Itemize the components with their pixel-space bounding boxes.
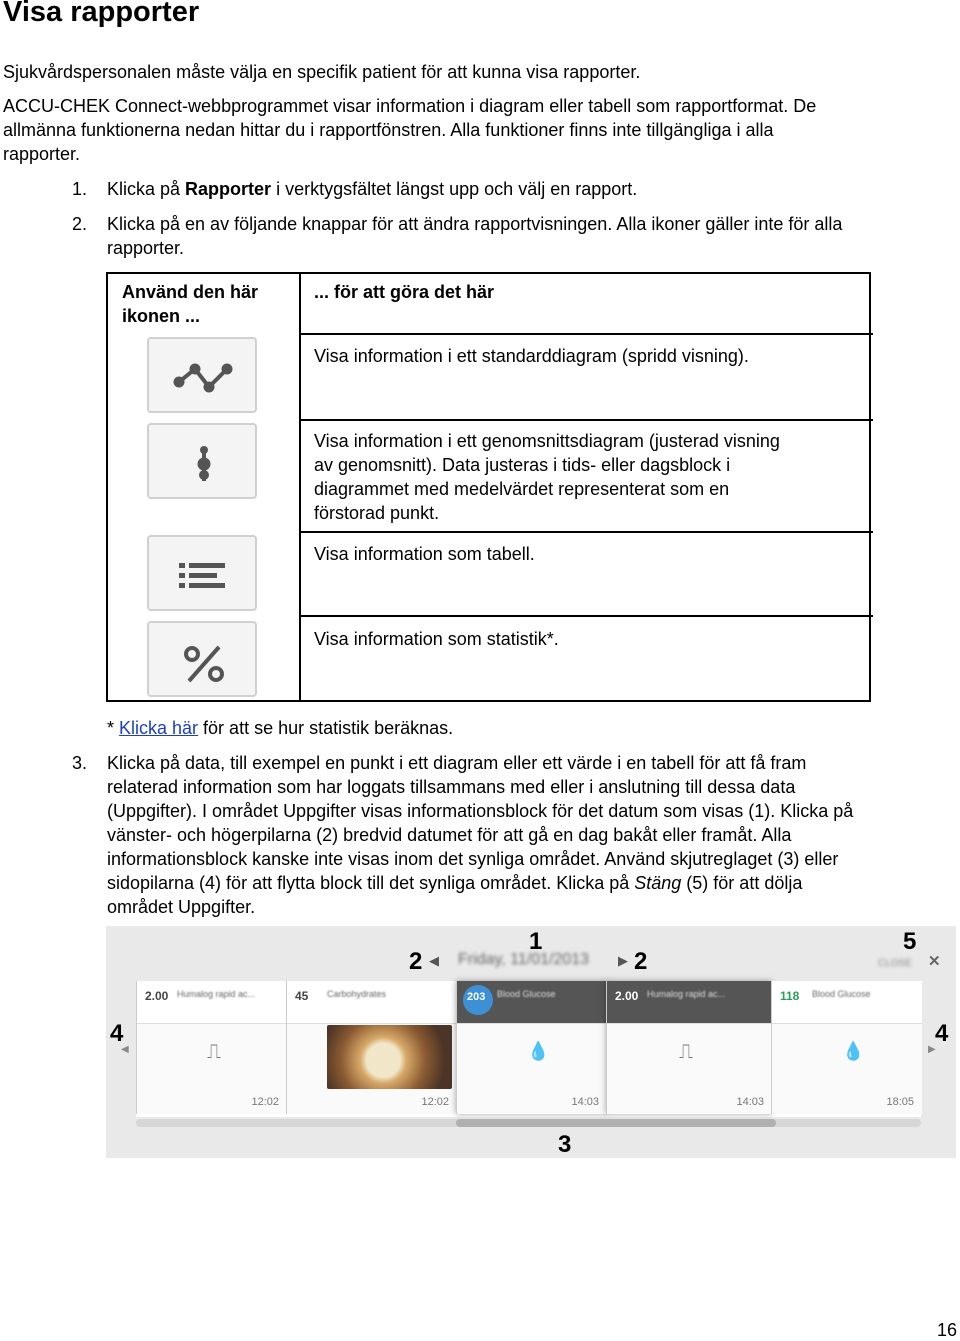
scroll-left-icon[interactable]: ◀ [121, 1044, 129, 1055]
table-row-text [314, 627, 859, 651]
cell-line: Visa information i ett standarddiagram (spridd visning). [314, 346, 749, 366]
cell-line: av genomsnitt). Data justeras i tids- eller dagsblock i [314, 455, 731, 475]
block-title: Blood Glucose [812, 989, 871, 999]
callout-1: 1 [529, 928, 543, 955]
step-3-text [107, 751, 952, 919]
step-number: 1. [72, 179, 88, 199]
table-row-text [314, 344, 859, 368]
statistics-link[interactable]: Klicka här [119, 718, 199, 738]
table-header-action: ... för att göra det här [314, 282, 495, 302]
prev-arrow-icon[interactable]: ◀ [429, 953, 439, 968]
step-2-line: Klicka på en av följande knappar för att ändra rapportvisningen. Alla ikoner gäller inte för alla [107, 214, 843, 234]
drop-icon: 💧 [842, 1041, 865, 1061]
step-line: Klicka på data, till exempel en punkt i ett diagram eller ett värde i en tabell för att få fram [107, 753, 807, 773]
intro-text: Sjukvårdspersonalen måste välja en specifik patient för att kunna visa rapporter. [3, 62, 641, 82]
callout-5: 5 [903, 928, 917, 955]
cell-line: Visa information som statistik*. [314, 629, 559, 649]
block-time: 14:03 [736, 1096, 764, 1108]
info-block[interactable] [771, 981, 922, 1114]
block-title: Carbohydrates [327, 989, 387, 999]
insulin-icon: ⎍ [679, 1041, 693, 1063]
info-block[interactable] [286, 981, 457, 1114]
step-text: sidopilarna (4) för att flytta block till det synliga området. Klicka på [107, 873, 635, 893]
header-line: Använd den här [122, 282, 259, 302]
block-value: 45 [295, 989, 309, 1003]
info-blocks-strip [136, 981, 921, 1117]
paragraph-line: rapporter. [3, 144, 81, 164]
scroll-track[interactable] [136, 1119, 921, 1127]
average-chart-icon[interactable] [147, 423, 257, 499]
footnote [107, 716, 952, 740]
callout-4-right: 4 [935, 1020, 949, 1047]
step-italic: Stäng [634, 873, 682, 893]
page-number: 16 [936, 1320, 957, 1340]
step-line: informationsblock kanske inte visas inom det synliga området. Använd skjutreglaget (3) eller [107, 849, 839, 869]
close-icon[interactable]: ✕ [928, 953, 941, 970]
step-1-text [107, 177, 952, 201]
table-row-text [314, 542, 859, 566]
step-number: 2. [72, 214, 88, 234]
block-title: Blood Glucose [497, 989, 556, 999]
block-title: Humalog rapid ac... [647, 989, 726, 999]
callout-3: 3 [558, 1131, 572, 1158]
step-line: relaterad information som har loggats tillsammans med eller i anslutning till dessa data [107, 777, 796, 797]
block-value: 2.00 [615, 989, 639, 1003]
scatter-chart-icon[interactable] [147, 337, 257, 413]
paragraph-line: ACCU-CHEK Connect-webbprogrammet visar information i diagram eller tabell som rapportformat. De [3, 96, 817, 116]
table-row-text [314, 429, 859, 525]
cell-line: Visa information som tabell. [314, 544, 535, 564]
cell-line: förstorad punkt. [314, 503, 440, 523]
step-text: i verktygsfältet längst upp och välj en rapport. [271, 179, 638, 199]
icon-table [106, 272, 871, 702]
callout-2-right: 2 [634, 948, 648, 975]
step-text: Klicka på [107, 179, 186, 199]
details-panel-screenshot [106, 926, 956, 1158]
step-bold: Rapporter [185, 179, 272, 199]
cell-line: Visa information i ett genomsnittsdiagram (justerad visning [314, 431, 780, 451]
scroll-right-icon[interactable]: ▶ [928, 1044, 936, 1055]
step-2-line: rapporter. [107, 238, 185, 258]
footnote-star: * [107, 718, 120, 738]
step-line: (Uppgifter). I området Uppgifter visas informationsblock för det datum som visas (1). Klicka på [107, 801, 854, 821]
paragraph-line: allmänna funktionerna nedan hittar du i rapportfönstren. Alla funktioner finns inte tillgängliga i alla [3, 120, 774, 140]
callout-4-left: 4 [110, 1020, 124, 1047]
block-value: 203 [467, 991, 486, 1003]
step-line: vänster- och högerpilarna (2) bredvid datumet för att gå en dag bakåt eller framåt. Alla [107, 825, 792, 845]
step-line [107, 871, 952, 895]
callout-2-left: 2 [409, 948, 423, 975]
close-label[interactable]: CLOSE [878, 958, 912, 969]
block-time: 18:05 [886, 1096, 914, 1108]
block-time: 12:02 [421, 1096, 449, 1108]
next-arrow-icon[interactable]: ▶ [618, 953, 628, 968]
block-time: 12:02 [251, 1096, 279, 1108]
block-value: 2.00 [145, 989, 169, 1003]
footnote-text: för att se hur statistik beräknas. [198, 718, 454, 738]
scroll-slider[interactable] [456, 1119, 776, 1127]
table-header-icon [122, 280, 258, 328]
step-line: området Uppgifter. [107, 897, 256, 917]
block-title: Humalog rapid ac... [177, 989, 256, 999]
step-number: 3. [72, 753, 88, 773]
block-time: 14:03 [571, 1096, 599, 1108]
info-block[interactable] [136, 981, 287, 1114]
percent-icon[interactable] [147, 621, 257, 697]
step-text: (5) för att dölja [681, 873, 803, 893]
block-value: 118 [780, 989, 800, 1003]
drop-icon: 💧 [527, 1041, 550, 1061]
page-title: Visa rapporter [3, 0, 200, 28]
info-block-selected[interactable] [456, 981, 607, 1114]
insulin-icon: ⎍ [207, 1041, 221, 1063]
food-photo [327, 1025, 452, 1089]
cell-line: diagrammet med medelvärdet representerat som en [314, 479, 730, 499]
date-label: Friday, 11/01/2013 [458, 951, 590, 968]
info-block[interactable] [606, 981, 772, 1114]
header-line: ikonen ... [122, 306, 201, 326]
table-list-icon[interactable] [147, 535, 257, 611]
